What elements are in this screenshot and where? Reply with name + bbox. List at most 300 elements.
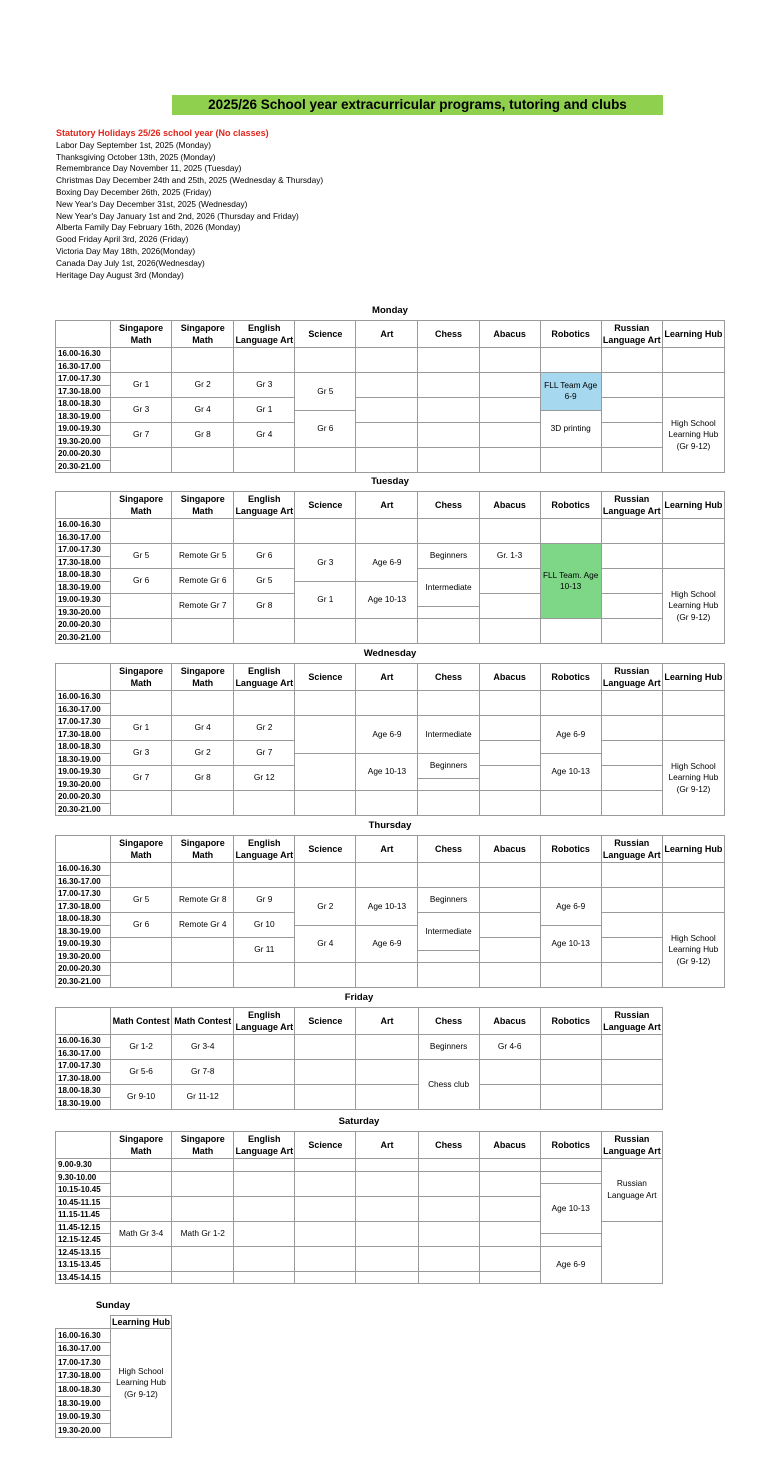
class-cell	[356, 1221, 418, 1246]
time-slot: 20.30-21.00	[56, 460, 111, 473]
class-cell: Age 10-13	[540, 753, 601, 791]
holiday-item: Thanksgiving October 13th, 2025 (Monday)	[56, 151, 216, 162]
class-cell	[479, 1060, 540, 1085]
class-cell	[601, 423, 662, 448]
header-row	[56, 1008, 663, 1035]
time-slot: 18.00-18.30	[56, 1085, 111, 1098]
time-slot: 16.30-17.00	[56, 531, 111, 544]
table-row	[56, 863, 725, 876]
class-cell	[418, 1246, 479, 1271]
class-cell: Gr 1	[295, 581, 356, 619]
time-slot: 12.45-13.15	[56, 1246, 111, 1259]
time-slot: 17.00-17.30	[56, 1356, 111, 1370]
class-cell	[295, 1159, 356, 1172]
class-cell: Intermediate	[418, 913, 479, 951]
friday-table	[55, 1007, 663, 1110]
column-header: Chess	[418, 1132, 479, 1159]
class-cell	[601, 741, 662, 766]
class-cell	[418, 1171, 479, 1196]
time-slot: 16.30-17.00	[56, 360, 111, 373]
class-cell	[234, 1171, 295, 1196]
class-cell	[479, 766, 540, 791]
learning-hub-cell: High School Learning Hub (Gr 9-12)	[662, 913, 724, 988]
time-slot: 19.00-19.30	[56, 766, 111, 779]
class-cell	[356, 519, 418, 544]
holiday-item: Labor Day September 1st, 2025 (Monday)	[56, 139, 211, 150]
column-header: Singapore Math	[172, 321, 234, 348]
class-cell: Gr 3	[295, 544, 356, 582]
class-cell: Gr 1	[234, 398, 295, 423]
column-header: Science	[295, 1132, 356, 1159]
class-cell	[111, 448, 172, 473]
corner-cell	[56, 321, 111, 348]
class-cell: 3D printing	[540, 410, 601, 448]
class-cell	[111, 1171, 172, 1196]
class-cell: Age 6-9	[540, 716, 601, 754]
time-slot: 16.00-16.30	[56, 863, 111, 876]
table-row	[56, 423, 725, 436]
class-cell	[172, 1246, 234, 1271]
time-slot: 16.00-16.30	[56, 691, 111, 704]
holiday-item: Alberta Family Day February 16th, 2026 (Monday)	[56, 222, 241, 233]
day-title: Monday	[372, 305, 408, 316]
class-cell	[540, 1035, 601, 1060]
table-row	[56, 398, 725, 411]
header-row	[56, 321, 725, 348]
class-cell: Gr 8	[172, 766, 234, 791]
class-cell	[601, 766, 662, 791]
table-row	[56, 544, 725, 557]
class-cell	[418, 1221, 479, 1246]
column-header: Art	[356, 321, 418, 348]
class-cell: Gr 9	[234, 888, 295, 913]
class-cell	[234, 619, 295, 644]
holiday-item: Boxing Day December 26th, 2025 (Friday)	[56, 186, 212, 197]
class-cell: Gr 5	[111, 888, 172, 913]
time-slot: 16.00-16.30	[56, 1035, 111, 1048]
time-slot: 17.30-18.00	[56, 728, 111, 741]
holiday-item: Remembrance Day November 11, 2025 (Tuesday)	[56, 163, 242, 174]
column-header: Science	[295, 321, 356, 348]
time-slot: 17.30-18.00	[56, 1369, 111, 1383]
class-cell	[662, 544, 724, 569]
class-cell: Gr 6	[234, 544, 295, 569]
class-cell	[479, 913, 540, 938]
class-cell	[601, 398, 662, 423]
class-cell: Gr 2	[295, 888, 356, 926]
class-cell: Gr 2	[172, 741, 234, 766]
class-cell	[479, 1171, 540, 1196]
class-cell: Gr. 1-3	[479, 544, 540, 569]
class-cell	[540, 619, 601, 644]
class-cell	[356, 1060, 418, 1085]
class-cell	[479, 1246, 540, 1271]
class-cell: Gr 9-10	[111, 1085, 172, 1110]
column-header: Robotics	[540, 321, 601, 348]
class-cell: Age 10-13	[356, 888, 418, 926]
class-cell	[601, 938, 662, 963]
time-slot: 16.30-17.00	[56, 875, 111, 888]
class-cell	[356, 348, 418, 373]
time-slot: 20.00-20.30	[56, 963, 111, 976]
class-cell	[111, 938, 172, 963]
column-header: Art	[356, 492, 418, 519]
class-cell: Gr 3	[111, 741, 172, 766]
table-row	[56, 619, 725, 632]
time-slot: 17.30-18.00	[56, 1072, 111, 1085]
class-cell	[479, 938, 540, 963]
class-cell: Math Gr 1-2	[172, 1221, 234, 1246]
class-cell: Gr 6	[111, 569, 172, 594]
column-header: Abacus	[479, 1132, 540, 1159]
class-cell: Gr 4-6	[479, 1035, 540, 1060]
time-slot: 17.30-18.00	[56, 556, 111, 569]
time-slot: 16.00-16.30	[56, 348, 111, 361]
class-cell	[111, 1196, 172, 1221]
class-cell	[662, 348, 724, 373]
header-row	[56, 836, 725, 863]
column-header: Singapore Math	[111, 321, 172, 348]
class-cell: Gr 12	[234, 766, 295, 791]
class-cell	[479, 348, 540, 373]
time-slot: 13.15-13.45	[56, 1259, 111, 1272]
time-slot: 18.00-18.30	[56, 569, 111, 582]
class-cell: Gr 7-8	[172, 1060, 234, 1085]
class-cell	[172, 1196, 234, 1221]
day-title: Tuesday	[371, 476, 409, 487]
learning-hub-cell: High School Learning Hub (Gr 9-12)	[662, 398, 724, 473]
class-cell	[479, 594, 540, 619]
fll-team-cell: FLL Team. Age 10-13	[540, 544, 601, 619]
column-header: Abacus	[479, 664, 540, 691]
time-slot: 10.15-10.45	[56, 1184, 111, 1197]
holiday-item: Victoria Day May 18th, 2026(Monday)	[56, 245, 196, 256]
class-cell: Gr 7	[111, 423, 172, 448]
class-cell	[295, 753, 356, 791]
column-header: Art	[356, 1132, 418, 1159]
column-header: English Language Art	[234, 1008, 295, 1035]
class-cell	[234, 1159, 295, 1172]
time-slot: 16.00-16.30	[56, 519, 111, 532]
table-row	[56, 716, 725, 729]
time-slot: 19.00-19.30	[56, 594, 111, 607]
class-cell	[601, 963, 662, 988]
class-cell	[295, 1085, 356, 1110]
time-slot: 11.45-12.15	[56, 1221, 111, 1234]
class-cell	[234, 1196, 295, 1221]
class-cell	[234, 963, 295, 988]
class-cell	[234, 519, 295, 544]
class-cell: Gr 6	[111, 913, 172, 938]
time-slot: 20.00-20.30	[56, 791, 111, 804]
class-cell	[479, 448, 540, 473]
class-cell	[418, 373, 479, 398]
time-slot: 17.00-17.30	[56, 1060, 111, 1073]
time-slot: 18.30-19.00	[56, 753, 111, 766]
class-cell	[540, 1085, 601, 1110]
class-cell	[601, 791, 662, 816]
class-cell	[662, 373, 724, 398]
class-cell	[356, 1246, 418, 1271]
class-cell	[111, 519, 172, 544]
class-cell	[356, 863, 418, 888]
column-header: Chess	[418, 1008, 479, 1035]
class-cell: Age 10-13	[540, 1184, 601, 1234]
class-cell: Gr 2	[172, 373, 234, 398]
class-cell	[540, 519, 601, 544]
time-slot: 18.00-18.30	[56, 1383, 111, 1397]
column-header: Singapore Math	[111, 1132, 172, 1159]
corner-cell	[56, 664, 111, 691]
class-cell	[356, 691, 418, 716]
class-cell: Beginners	[418, 1035, 479, 1060]
class-cell	[601, 691, 662, 716]
time-slot: 11.15-11.45	[56, 1209, 111, 1222]
class-cell: Age 10-13	[540, 925, 601, 963]
header-row	[56, 1132, 663, 1159]
class-cell	[295, 1035, 356, 1060]
column-header: Art	[356, 836, 418, 863]
page-title: 2025/26 School year extracurricular programs, tutoring and clubs	[172, 95, 663, 115]
day-title: Friday	[344, 992, 374, 1003]
class-cell	[295, 716, 356, 754]
class-cell	[172, 348, 234, 373]
time-slot: 16.00-16.30	[56, 1329, 111, 1343]
class-cell	[295, 619, 356, 644]
day-title: Wednesday	[363, 648, 417, 659]
column-header: Singapore Math	[172, 836, 234, 863]
class-cell	[356, 1271, 418, 1284]
class-cell	[540, 963, 601, 988]
table-row	[56, 1085, 663, 1098]
class-cell	[234, 1085, 295, 1110]
class-cell	[479, 791, 540, 816]
class-cell	[356, 1035, 418, 1060]
class-cell	[172, 963, 234, 988]
column-header: Singapore Math	[111, 836, 172, 863]
column-header: Chess	[418, 836, 479, 863]
column-header: Abacus	[479, 321, 540, 348]
class-cell: Intermediate	[418, 569, 479, 607]
class-cell: Remote Gr 7	[172, 594, 234, 619]
column-header: Russian Language Art	[601, 1008, 662, 1035]
time-slot: 20.00-20.30	[56, 619, 111, 632]
class-cell	[662, 888, 724, 913]
column-header: Art	[356, 664, 418, 691]
table-row	[56, 1060, 663, 1073]
time-slot: 18.30-19.00	[56, 925, 111, 938]
class-cell	[418, 619, 479, 644]
holiday-item: Heritage Day August 3rd (Monday)	[56, 269, 184, 280]
time-slot: 19.30-20.00	[56, 435, 111, 448]
sunday-table	[55, 1315, 172, 1438]
class-cell	[540, 691, 601, 716]
time-slot: 19.30-20.00	[56, 778, 111, 791]
class-cell: Gr 3	[111, 398, 172, 423]
time-slot: 19.30-20.00	[56, 950, 111, 963]
time-slot: 18.30-19.00	[56, 1097, 111, 1110]
table-row	[56, 448, 725, 461]
class-cell	[111, 1159, 172, 1172]
class-cell: Gr 5	[111, 544, 172, 569]
time-slot: 18.00-18.30	[56, 913, 111, 926]
day-title: Sunday	[95, 1300, 131, 1311]
class-cell: Age 6-9	[356, 716, 418, 754]
class-cell	[479, 691, 540, 716]
class-cell	[295, 448, 356, 473]
holiday-heading: Statutory Holidays 25/26 school year (No classes)	[56, 128, 269, 138]
holiday-item: New Year's Day January 1st and 2nd, 2026 (Thursday and Friday)	[56, 210, 299, 221]
class-cell	[234, 348, 295, 373]
time-slot: 17.30-18.00	[56, 900, 111, 913]
class-cell	[601, 716, 662, 741]
time-slot: 19.00-19.30	[56, 423, 111, 436]
holiday-list	[56, 128, 323, 281]
class-cell	[295, 1060, 356, 1085]
column-header: Science	[295, 492, 356, 519]
time-slot: 18.30-19.00	[56, 410, 111, 423]
class-cell: Math Gr 3-4	[111, 1221, 172, 1246]
class-cell	[540, 863, 601, 888]
class-cell	[111, 1271, 172, 1284]
table-row	[56, 1246, 663, 1259]
thursday-table	[55, 835, 725, 988]
class-cell: Gr 8	[172, 423, 234, 448]
learning-hub-cell: High School Learning Hub (Gr 9-12)	[662, 741, 724, 816]
class-cell	[601, 1035, 662, 1060]
class-cell: Remote Gr 6	[172, 569, 234, 594]
class-cell	[111, 963, 172, 988]
table-row	[56, 888, 725, 901]
class-cell: Age 10-13	[356, 581, 418, 619]
column-header: Singapore Math	[111, 492, 172, 519]
column-header: Chess	[418, 664, 479, 691]
class-cell: Gr 7	[234, 741, 295, 766]
time-slot: 17.00-17.30	[56, 716, 111, 729]
class-cell	[601, 913, 662, 938]
class-cell: Gr 7	[111, 766, 172, 791]
class-cell	[172, 791, 234, 816]
time-slot: 19.00-19.30	[56, 1410, 111, 1424]
class-cell	[418, 423, 479, 448]
time-slot: 19.30-20.00	[56, 606, 111, 619]
column-header: Robotics	[540, 664, 601, 691]
class-cell	[234, 691, 295, 716]
class-cell	[295, 348, 356, 373]
class-cell: Remote Gr 8	[172, 888, 234, 913]
column-header: Russian Language Art	[601, 492, 662, 519]
class-cell	[601, 373, 662, 398]
class-cell	[479, 863, 540, 888]
class-cell	[540, 1159, 601, 1172]
holiday-item: Canada Day July 1st, 2026(Wednesday)	[56, 257, 205, 268]
class-cell	[662, 863, 724, 888]
corner-cell	[56, 1008, 111, 1035]
class-cell: Gr 4	[295, 925, 356, 963]
class-cell	[356, 448, 418, 473]
class-cell	[601, 448, 662, 473]
column-header: Learning Hub	[112, 1317, 170, 1327]
class-cell: Gr 6	[295, 410, 356, 448]
class-cell	[601, 544, 662, 569]
column-header: English Language Art	[234, 664, 295, 691]
class-cell	[111, 594, 172, 619]
class-cell	[418, 1271, 479, 1284]
class-cell	[479, 1085, 540, 1110]
column-header: English Language Art	[234, 321, 295, 348]
class-cell	[601, 863, 662, 888]
column-header: English Language Art	[234, 492, 295, 519]
class-cell	[295, 863, 356, 888]
time-slot: 17.00-17.30	[56, 544, 111, 557]
class-cell	[601, 569, 662, 594]
class-cell	[172, 863, 234, 888]
time-slot: 18.30-19.00	[56, 581, 111, 594]
class-cell	[662, 716, 724, 741]
table-row	[56, 791, 725, 804]
class-cell: Beginners	[418, 544, 479, 569]
class-cell	[111, 619, 172, 644]
header-row	[56, 1316, 172, 1329]
time-slot: 9.30-10.00	[56, 1171, 111, 1184]
class-cell	[418, 863, 479, 888]
time-slot: 16.30-17.00	[56, 1047, 111, 1060]
class-cell	[295, 1171, 356, 1196]
class-cell	[418, 1196, 479, 1221]
class-cell	[601, 1085, 662, 1110]
class-cell	[418, 606, 479, 619]
class-cell: Age 10-13	[356, 753, 418, 791]
column-header: Russian Language Art	[601, 836, 662, 863]
column-header: Learning Hub	[662, 321, 724, 348]
column-header: Abacus	[479, 1008, 540, 1035]
class-cell: Gr 3-4	[172, 1035, 234, 1060]
corner-cell	[56, 492, 111, 519]
day-title: Thursday	[368, 820, 412, 831]
class-cell: Gr 4	[172, 398, 234, 423]
tuesday-table	[55, 491, 725, 644]
class-cell	[479, 1159, 540, 1172]
class-cell	[479, 888, 540, 913]
class-cell	[601, 594, 662, 619]
class-cell	[172, 1171, 234, 1196]
column-header: Math Contest	[172, 1008, 234, 1035]
class-cell	[356, 423, 418, 448]
class-cell	[234, 448, 295, 473]
class-cell	[418, 691, 479, 716]
class-cell	[356, 398, 418, 423]
column-header: English Language Art	[234, 836, 295, 863]
class-cell: Gr 4	[234, 423, 295, 448]
class-cell	[479, 373, 540, 398]
column-header: Learning Hub	[662, 836, 724, 863]
class-cell	[356, 1171, 418, 1196]
time-slot: 19.30-20.00	[56, 1424, 111, 1438]
class-cell	[601, 1221, 662, 1284]
class-cell	[172, 938, 234, 963]
class-cell: Beginners	[418, 888, 479, 913]
class-cell: Gr 10	[234, 913, 295, 938]
column-header: Russian Language Art	[601, 321, 662, 348]
class-cell	[418, 963, 479, 988]
corner-cell	[56, 1132, 111, 1159]
column-header: Art	[356, 1008, 418, 1035]
class-cell: Gr 11	[234, 938, 295, 963]
class-cell	[295, 963, 356, 988]
class-cell: Remote Gr 4	[172, 913, 234, 938]
table-row	[56, 1159, 663, 1172]
column-header: Science	[295, 836, 356, 863]
